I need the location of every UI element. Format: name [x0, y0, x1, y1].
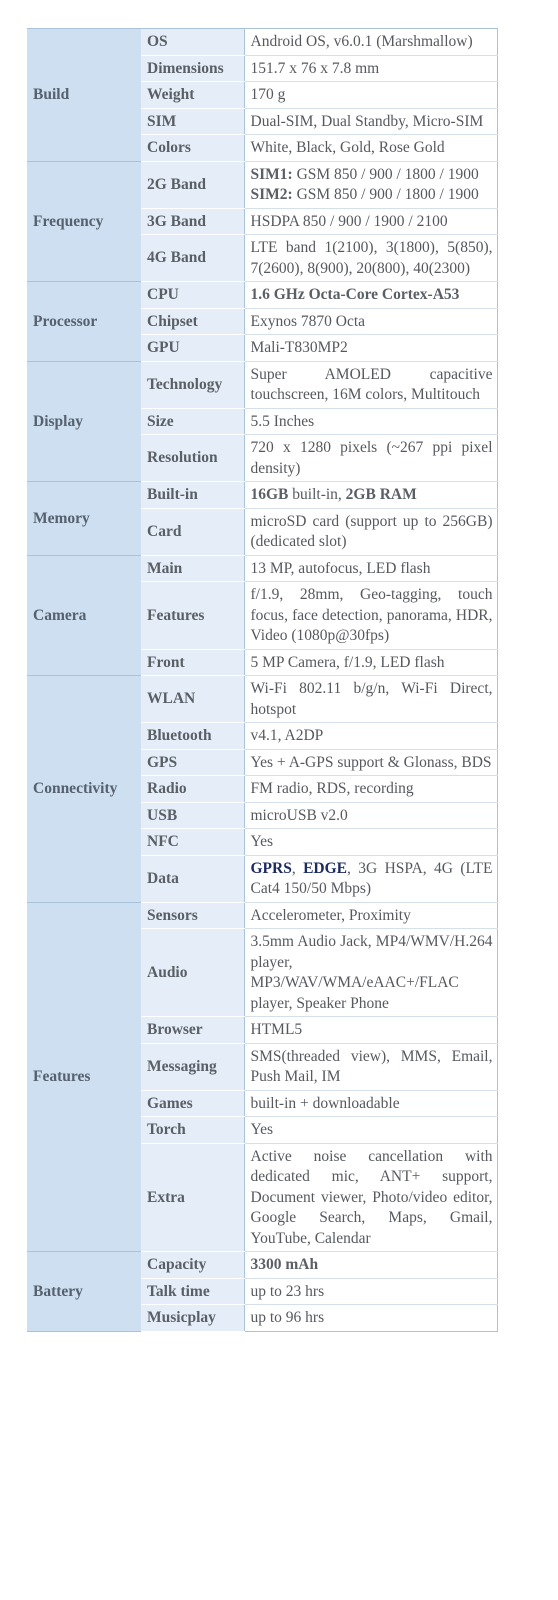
spec-value — [244, 82, 497, 109]
value-text: HSDPA 850 / 900 / 1900 / 2100 — [250, 212, 448, 230]
spec-label: Weight — [141, 82, 244, 109]
value-text: up to 23 hrs — [250, 1282, 325, 1300]
spec-row — [27, 902, 497, 929]
spec-value — [244, 335, 497, 362]
spec-label: Data — [141, 855, 244, 902]
spec-value — [244, 1143, 497, 1252]
value-text: GSM 850 / 900 / 1800 / 1900 — [292, 186, 479, 203]
value-text: Super AMOLED capacitive touchscreen, 16M colors, Multitouch — [250, 365, 493, 403]
spec-label: USB — [141, 802, 244, 829]
spec-label: Radio — [141, 776, 244, 803]
spec-value — [244, 582, 497, 650]
value-link-text[interactable]: GPRS — [250, 859, 292, 877]
value-text: 151.7 x 76 x 7.8 mm — [250, 59, 380, 77]
category-label: Frequency — [27, 161, 141, 282]
spec-label: Front — [141, 649, 244, 676]
value-text: 13 MP, autofocus, LED flash — [250, 559, 431, 577]
value-text: Yes — [250, 1121, 274, 1138]
spec-row — [27, 1252, 497, 1279]
spec-label: WLAN — [141, 676, 244, 723]
spec-value — [244, 1252, 497, 1279]
spec-label: SIM — [141, 108, 244, 135]
value-text: , 3G HSPA, 4G (LTE Cat4 150/50 Mbps) — [250, 859, 493, 897]
spec-value — [244, 508, 497, 555]
spec-value — [244, 1278, 497, 1305]
spec-value — [244, 135, 497, 162]
spec-value — [244, 435, 497, 482]
category-label: Battery — [27, 1252, 141, 1332]
value-text: White, Black, Gold, Rose Gold — [250, 139, 445, 156]
value-text: built-in + downloadable — [250, 1094, 400, 1112]
category-label: Camera — [27, 555, 141, 676]
category-label: Display — [27, 361, 141, 482]
value-text: SMS(threaded view), MMS, Email, Push Mail, IM — [250, 1047, 493, 1085]
spec-row — [27, 282, 497, 309]
value-text: Yes + A-GPS support & Glonass, BDS — [250, 753, 492, 771]
spec-label: Talk time — [141, 1278, 244, 1305]
spec-value — [244, 749, 497, 776]
value-text: , — [291, 859, 304, 877]
spec-value — [244, 1043, 497, 1090]
value-bold-text: 2GB RAM — [345, 486, 417, 503]
spec-label: Capacity — [141, 1252, 244, 1279]
value-link-text[interactable]: EDGE — [303, 859, 348, 877]
category-label: Processor — [27, 282, 141, 362]
value-text: 170 g — [250, 86, 286, 103]
spec-value — [244, 776, 497, 803]
spec-value — [244, 482, 497, 509]
value-bold-text: 3300 mAh — [250, 1256, 319, 1273]
spec-value — [244, 361, 497, 408]
value-text: LTE band 1(2100), 3(1800), 5(850), 7(2600), 8(900), 20(800), 40(2300) — [250, 239, 493, 277]
spec-value — [244, 1090, 497, 1117]
spec-value — [244, 723, 497, 750]
spec-value — [244, 161, 497, 208]
value-text: 720 x 1280 pixels (~267 ppi pixel density) — [250, 439, 493, 477]
spec-label: Technology — [141, 361, 244, 408]
spec-label: Sensors — [141, 902, 244, 929]
value-text: Android OS, v6.0.1 (Marshmallow) — [250, 33, 473, 50]
spec-label: Bluetooth — [141, 723, 244, 750]
spec-label: Audio — [141, 929, 244, 1017]
value-text: up to 96 hrs — [250, 1309, 325, 1326]
spec-value — [244, 208, 497, 235]
spec-label: 4G Band — [141, 235, 244, 282]
spec-label: Colors — [141, 135, 244, 162]
spec-value — [244, 408, 497, 435]
value-text: built-in, — [288, 486, 346, 503]
spec-value — [244, 902, 497, 929]
spec-value — [244, 555, 497, 582]
spec-label: CPU — [141, 282, 244, 309]
category-label: Connectivity — [27, 676, 141, 903]
value-text: v4.1, A2DP — [250, 727, 324, 744]
value-text: Exynos 7870 Octa — [250, 312, 366, 330]
spec-label: Features — [141, 582, 244, 650]
spec-table — [27, 28, 498, 1332]
value-text: 5.5 Inches — [250, 412, 315, 430]
value-bold-text: 16GB — [250, 486, 289, 503]
spec-value — [244, 308, 497, 335]
spec-label: Chipset — [141, 308, 244, 335]
spec-label: Games — [141, 1090, 244, 1117]
value-text: f/1.9, 28mm, Geo-tagging, touch focus, face detection, panorama, HDR, Video (1080p@30fps) — [250, 586, 493, 644]
spec-value — [244, 855, 497, 902]
spec-label: Size — [141, 408, 244, 435]
spec-value — [244, 1305, 497, 1332]
spec-table-body — [27, 29, 497, 1332]
spec-value — [244, 108, 497, 135]
spec-row — [27, 555, 497, 582]
spec-label: Built-in — [141, 482, 244, 509]
spec-value — [244, 802, 497, 829]
spec-value — [244, 649, 497, 676]
spec-value — [244, 929, 497, 1017]
value-text: Accelerometer, Proximity — [250, 906, 411, 924]
value-text: Dual-SIM, Dual Standby, Micro-SIM — [250, 112, 484, 130]
spec-label: GPU — [141, 335, 244, 362]
category-label: Memory — [27, 482, 141, 556]
spec-row — [27, 361, 497, 408]
spec-value — [244, 676, 497, 723]
value-bold-text: SIM2: — [250, 186, 293, 203]
spec-label: Extra — [141, 1143, 244, 1252]
spec-label: Main — [141, 555, 244, 582]
value-text: 3.5mm Audio Jack, MP4/WMV/H.264 player, MP3/WAV/WMA/eAAC+/FLAC player, Speaker Phone — [250, 933, 493, 1012]
spec-label: Messaging — [141, 1043, 244, 1090]
spec-value — [244, 829, 497, 856]
spec-label: 2G Band — [141, 161, 244, 208]
value-text: microUSB v2.0 — [250, 806, 348, 824]
spec-row — [27, 676, 497, 723]
value-text: Active noise cancellation with dedicated mic, ANT+ support, Document viewer, Photo/video editor, Google Search, Maps, Gmail, YouTube, Calendar — [250, 1147, 493, 1247]
spec-label: GPS — [141, 749, 244, 776]
value-text: GSM 850 / 900 / 1800 / 1900 — [292, 165, 479, 183]
value-text: Mali-T830MP2 — [250, 339, 348, 356]
spec-value — [244, 29, 497, 56]
category-label: Build — [27, 29, 141, 162]
value-text: Wi-Fi 802.11 b/g/n, Wi-Fi Direct, hotspot — [250, 680, 493, 718]
spec-label: 3G Band — [141, 208, 244, 235]
spec-row — [27, 161, 497, 208]
spec-label: Card — [141, 508, 244, 555]
spec-label: Resolution — [141, 435, 244, 482]
spec-label: Browser — [141, 1017, 244, 1044]
spec-label: OS — [141, 29, 244, 56]
spec-value — [244, 55, 497, 82]
spec-value — [244, 235, 497, 282]
spec-value — [244, 282, 497, 309]
value-text: microSD card (support up to 256GB) (dedicated slot) — [250, 512, 493, 550]
value-bold-text: 1.6 GHz Octa-Core Cortex-A53 — [250, 286, 460, 303]
spec-value — [244, 1117, 497, 1144]
value-bold-text: SIM1: — [250, 165, 293, 183]
spec-label: Torch — [141, 1117, 244, 1144]
value-text: FM radio, RDS, recording — [250, 780, 414, 797]
spec-label: Dimensions — [141, 55, 244, 82]
spec-label: Musicplay — [141, 1305, 244, 1332]
category-label: Features — [27, 902, 141, 1252]
spec-value — [244, 1017, 497, 1044]
spec-row — [27, 29, 497, 56]
value-text: HTML5 — [250, 1021, 303, 1038]
value-text: Yes — [250, 833, 274, 850]
spec-label: NFC — [141, 829, 244, 856]
spec-row — [27, 482, 497, 509]
value-text: 5 MP Camera, f/1.9, LED flash — [250, 653, 445, 671]
